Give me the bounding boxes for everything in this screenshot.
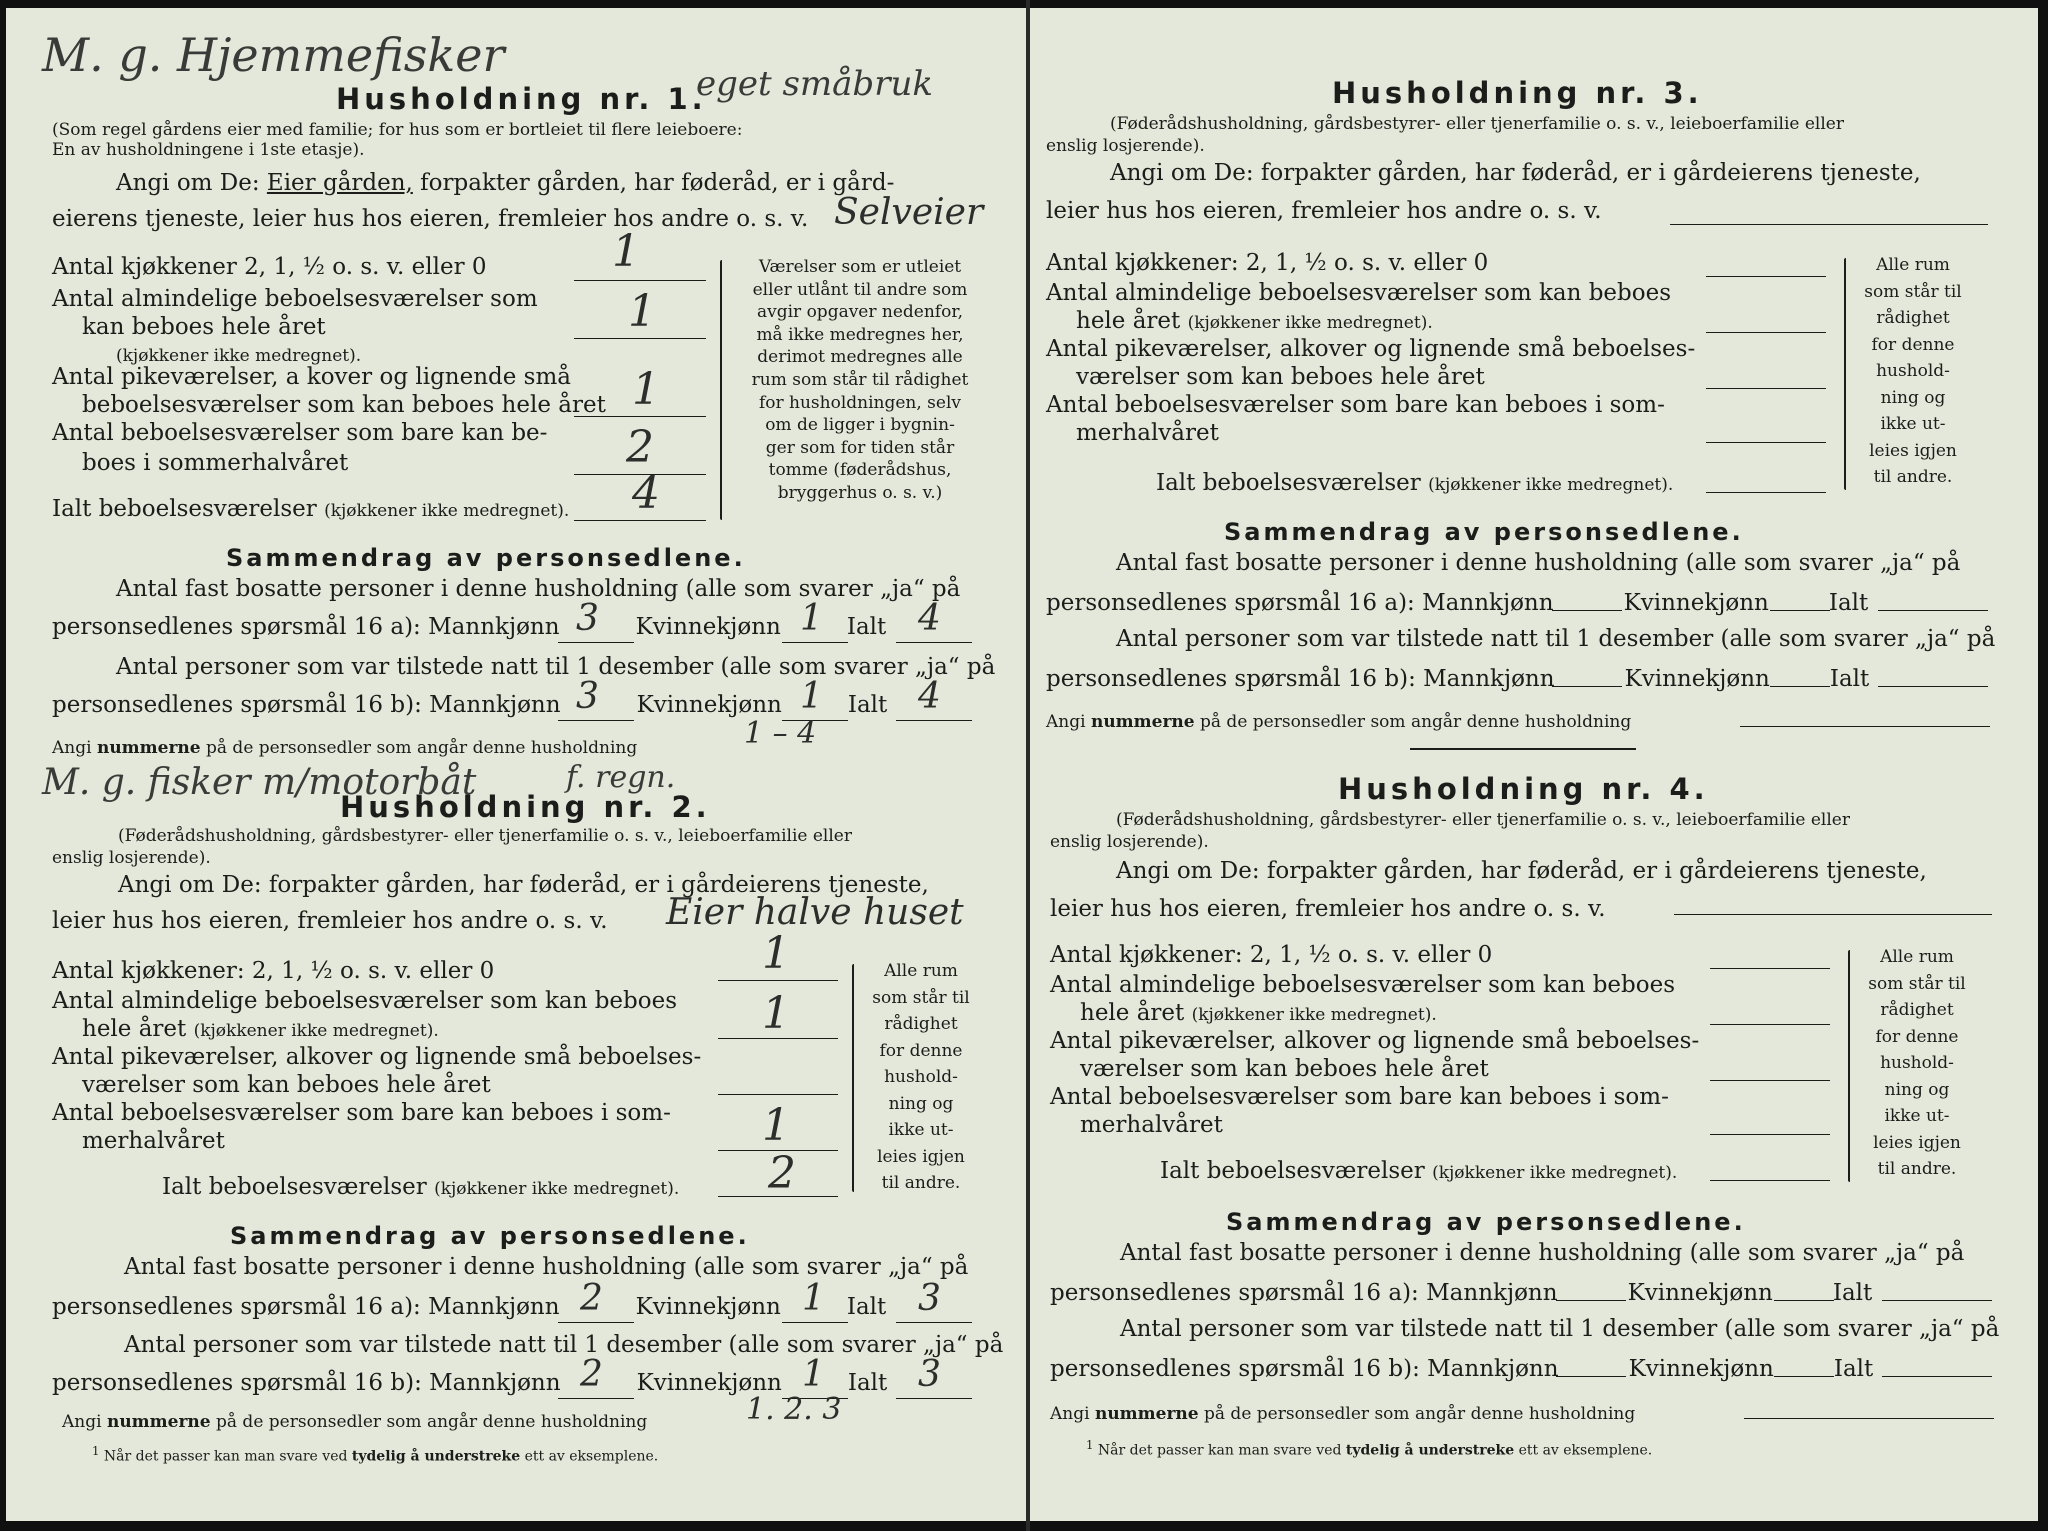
h2-row-rooms-a: Antal almindelige beboelsesværelser som kan beboes xyxy=(52,988,678,1014)
h1-side-brace xyxy=(720,260,722,520)
rooms-b-note: (kjøkkener ikke medregnet). xyxy=(1191,1005,1437,1025)
side-note-line: Værelser som er utleiet xyxy=(758,257,962,277)
h2-fill-t16a xyxy=(896,1322,972,1323)
h4-summary-16a-row xyxy=(1050,1280,1872,1306)
h1-value-kitchens: 1 xyxy=(612,226,640,277)
total-label: Ialt beboelsesværelser xyxy=(1160,1158,1425,1184)
ialt-label: Ialt xyxy=(1833,1356,1874,1382)
h1-value-summer: 2 xyxy=(626,422,654,473)
side-note-line: som står til xyxy=(1864,281,1962,302)
angi-word: Angi xyxy=(52,738,92,758)
h3-angi-fill xyxy=(1670,224,1988,225)
footnote-text-end: ett av eksemplene. xyxy=(524,1448,659,1465)
h4-fill-k16a xyxy=(1774,1300,1834,1301)
nummerne-word: nummerne xyxy=(1094,1404,1199,1424)
h1-fill-m16a xyxy=(558,642,634,643)
household-1-subtitle-1: (Som regel gårdens eier med familie; for hus som er bortleiet til flere leieboere: xyxy=(52,120,743,140)
h2-value-k16a: 1 xyxy=(802,1278,825,1319)
h1-value-total: 4 xyxy=(632,468,660,519)
household-4-subtitle-1: (Føderådshusholdning, gårdsbestyrer- eller tjenerfamilie o. s. v., leieboerfamilie eller xyxy=(1116,810,1850,830)
h3-fill-m16a xyxy=(1552,610,1622,611)
ialt-label: Ialt xyxy=(846,614,887,640)
household-4-title: Husholdning nr. 4. xyxy=(1338,772,1709,806)
household-4-angi-line-2: leier hus hos eieren, fremleier hos andre o. s. v. xyxy=(1050,896,1606,922)
household-2-subtitle-2: enslig losjerende). xyxy=(52,848,211,868)
kvinnekjonn-label: Kvinnekjønn xyxy=(635,614,781,640)
nummerne-text: på de personsedler som angår denne husholdning xyxy=(206,738,638,758)
side-note-line: hushold- xyxy=(1880,1053,1954,1073)
h1-row-maid-rooms-a: Antal pikeværelser, a kover og lignende små xyxy=(52,364,571,390)
angi-word: Angi xyxy=(1050,1404,1090,1424)
mannkjonn-label: personsedlenes spørsmål 16 b): Mannkjønn xyxy=(52,1370,561,1396)
side-note-line: ger som for tiden står xyxy=(765,437,955,458)
side-note-line: hushold- xyxy=(884,1067,958,1087)
h4-row-summer-a: Antal beboelsesværelser som bare kan beboes i som- xyxy=(1050,1084,1669,1110)
mannkjonn-label: personsedlenes spørsmål 16 a): Mannkjønn xyxy=(52,614,560,640)
h1-value-rooms: 1 xyxy=(628,286,656,337)
h4-nummerne-row xyxy=(1050,1404,1635,1424)
h4-row-kitchens: Antal kjøkkener: 2, 1, ½ o. s. v. eller 0 xyxy=(1050,942,1493,968)
h1-value-m16b: 3 xyxy=(576,676,599,717)
h1-row-rooms-a: Antal almindelige beboelsesværelser som xyxy=(52,286,538,312)
left-footnote: $^1$ Når det passer kan man svare ved tydelig å understreke ett av eksemplene. xyxy=(92,1444,659,1465)
h2-value-m16a: 2 xyxy=(580,1278,603,1319)
household-1-subtitle-2: En av husholdningene i 1ste etasje). xyxy=(52,140,365,160)
mannkjonn-label: personsedlenes spørsmål 16 a): Mannkjønn xyxy=(1046,590,1554,616)
h1-value-t16b: 4 xyxy=(918,676,941,717)
kvinnekjonn-label: Kvinnekjønn xyxy=(1623,590,1769,616)
right-page xyxy=(1030,8,2038,1521)
mannkjonn-label: personsedlenes spørsmål 16 b): Mannkjønn xyxy=(1046,666,1555,692)
kvinnekjonn-label: Kvinnekjønn xyxy=(1627,1280,1773,1306)
h1-value-k16b: 1 xyxy=(800,676,823,717)
h1-fill-k16a xyxy=(782,642,848,643)
h4-fill-nummerne xyxy=(1744,1418,1994,1419)
h3-fill-summer xyxy=(1706,442,1826,443)
h3-fill-k16a xyxy=(1770,610,1830,611)
h2-row-total xyxy=(162,1174,679,1200)
h3-side-brace xyxy=(1844,258,1846,490)
h1-row-kitchens: Antal kjøkkener 2, 1, ½ o. s. v. eller 0 xyxy=(52,254,487,280)
nummerne-word: nummerne xyxy=(1090,712,1195,732)
side-note-line: til andre. xyxy=(1877,1159,1957,1179)
side-note-line: rådighet xyxy=(1876,308,1950,328)
ialt-label: Ialt xyxy=(846,1294,887,1320)
h1-fill-total xyxy=(574,520,706,521)
ialt-label: Ialt xyxy=(1832,1280,1873,1306)
footnote-emphasis: tydelig å understreke xyxy=(351,1448,521,1465)
h3-fill-t16a xyxy=(1878,610,1988,611)
side-note-line: rådighet xyxy=(884,1014,958,1034)
side-note-line: ikke ut- xyxy=(1884,1106,1950,1126)
h1-value-maid: 1 xyxy=(632,364,660,415)
side-note-line: som står til xyxy=(1868,973,1966,994)
side-note-line: leies igjen xyxy=(1869,440,1957,461)
mannkjonn-label: personsedlenes spørsmål 16 a): Mannkjønn xyxy=(1050,1280,1558,1306)
side-note-line: ning og xyxy=(1884,1079,1950,1100)
h1-fill-m16b xyxy=(558,720,634,721)
h2-value-rooms: 1 xyxy=(762,988,790,1039)
h4-fill-rooms xyxy=(1710,1024,1830,1025)
h2-fill-kitchens xyxy=(718,980,838,981)
ialt-label: Ialt xyxy=(1829,666,1870,692)
h2-summary-heading: Sammendrag av personsedlene. xyxy=(230,1222,750,1250)
h2-fill-m16b xyxy=(558,1398,634,1399)
total-label: Ialt beboelsesværelser xyxy=(1156,470,1421,496)
nummerne-text: på de personsedler som angår denne husholdning xyxy=(1200,712,1632,732)
h1-summary-16b-text: Antal personer som var tilstede natt til 1 desember (alle som svarer „ja“ på xyxy=(116,654,996,680)
h2-fill-maid xyxy=(718,1094,838,1095)
h2-value-t16a: 3 xyxy=(918,1278,941,1319)
h2-side-brace xyxy=(852,964,854,1192)
total-note: (kjøkkener ikke medregnet). xyxy=(1432,1163,1678,1183)
h4-row-maid-a: Antal pikeværelser, alkover og lignende små beboelses- xyxy=(1050,1028,1700,1054)
household-1-angi-answer: Selveier xyxy=(834,192,984,233)
h2-row-summer-a: Antal beboelsesværelser som bare kan beboes i som- xyxy=(52,1100,671,1126)
h4-side-note xyxy=(1858,944,1976,1183)
side-note-line: til andre. xyxy=(881,1173,961,1193)
household-3-angi-line-1: Angi om De: forpakter gården, har føderåd, er i gårdeierens tjeneste, xyxy=(1110,160,1921,186)
h1-fill-t16b xyxy=(896,720,972,721)
mannkjonn-label: personsedlenes spørsmål 16 a): Mannkjønn xyxy=(52,1294,560,1320)
side-note-line: hushold- xyxy=(1876,361,1950,381)
h1-fill-rooms xyxy=(574,338,706,339)
h2-fill-t16b xyxy=(896,1398,972,1399)
h3-row-maid-a: Antal pikeværelser, alkover og lignende små beboelses- xyxy=(1046,336,1696,362)
h2-fill-k16a xyxy=(782,1322,848,1323)
ialt-label: Ialt xyxy=(847,1370,888,1396)
h3-fill-rooms xyxy=(1706,332,1826,333)
side-note-line: Alle rum xyxy=(1880,947,1954,967)
h1-summary-16a-text: Antal fast bosatte personer i denne husholdning (alle som svarer „ja“ på xyxy=(116,576,961,602)
h3-fill-total xyxy=(1706,492,1826,493)
side-note-line: for husholdningen, selv xyxy=(758,392,962,413)
h2-value-kitchens: 1 xyxy=(762,928,790,979)
h3-side-note xyxy=(1854,252,1972,491)
total-note: (kjøkkener ikke medregnet). xyxy=(434,1179,680,1199)
household-1-angi-line-2: eierens tjeneste, leier hus hos eieren, fremleier hos andre o. s. v. xyxy=(52,206,809,232)
side-note-line: må ikke medregnes her, xyxy=(756,324,964,345)
h1-fill-kitchens xyxy=(574,280,706,281)
side-note-line: Alle rum xyxy=(884,961,958,981)
household-3-title: Husholdning nr. 3. xyxy=(1332,76,1703,110)
h1-fill-t16a xyxy=(896,642,972,643)
h3-row-summer-a: Antal beboelsesværelser som bare kan beboes i som- xyxy=(1046,392,1665,418)
side-note-line: som står til xyxy=(872,987,970,1008)
household-3-angi-line-2: leier hus hos eieren, fremleier hos andre o. s. v. xyxy=(1046,198,1602,224)
h3-summary-heading: Sammendrag av personsedlene. xyxy=(1224,518,1744,546)
handwritten-occupation-2: M. g. fisker m/motorbåt xyxy=(42,762,477,803)
h1-fill-maid xyxy=(574,416,706,417)
section-divider xyxy=(1410,748,1636,750)
h3-fill-kitchens xyxy=(1706,276,1826,277)
side-note-line: for denne xyxy=(1875,1026,1959,1047)
h3-fill-t16b xyxy=(1878,686,1988,687)
household-4-angi-line-1: Angi om De: forpakter gården, har føderåd, er i gårdeierens tjeneste, xyxy=(1116,858,1927,884)
angi-label: Angi om De: xyxy=(116,170,260,196)
h1-row-maid-rooms-b: beboelsesværelser som kan beboes hele året xyxy=(82,392,606,418)
h3-row-rooms-b xyxy=(1076,308,1433,334)
h1-side-note xyxy=(736,256,984,505)
footnote-text: Når det passer kan man svare ved xyxy=(103,1448,348,1465)
left-page xyxy=(6,8,1026,1521)
h4-fill-t16b xyxy=(1882,1376,1992,1377)
rooms-b-note: (kjøkkener ikke medregnet). xyxy=(193,1021,439,1041)
h4-fill-m16a xyxy=(1556,1300,1626,1301)
rooms-b-text: hele året xyxy=(1080,1000,1185,1026)
h1-summary-16a-row xyxy=(52,614,886,640)
total-note: (kjøkkener ikke medregnet). xyxy=(324,501,570,521)
h3-fill-m16b xyxy=(1552,686,1622,687)
h2-value-total: 2 xyxy=(768,1148,796,1199)
h4-row-total xyxy=(1160,1158,1677,1184)
rooms-b-note: (kjøkkener ikke medregnet). xyxy=(1187,313,1433,333)
h3-row-total xyxy=(1156,470,1673,496)
h3-row-maid-b: værelser som kan beboes hele året xyxy=(1076,364,1485,390)
h4-row-rooms-a: Antal almindelige beboelsesværelser som kan beboes xyxy=(1050,972,1676,998)
h4-fill-t16a xyxy=(1882,1300,1992,1301)
side-note-line: ning og xyxy=(888,1093,954,1114)
h1-value-m16a: 3 xyxy=(576,598,599,639)
angi-word: Angi xyxy=(62,1412,102,1432)
h2-value-k16b: 1 xyxy=(802,1354,825,1395)
ialt-label: Ialt xyxy=(1828,590,1869,616)
h2-row-maid-a: Antal pikeværelser, alkover og lignende små beboelses- xyxy=(52,1044,702,1070)
nummerne-word: nummerne xyxy=(106,1412,211,1432)
eier-garden-underlined: Eier gården, xyxy=(266,170,413,196)
side-note-line: rum som står til rådighet xyxy=(751,369,969,390)
h4-row-maid-b: værelser som kan beboes hele året xyxy=(1080,1056,1489,1082)
side-note-line: tomme (føderådshus, xyxy=(768,460,952,481)
footnote-text: Når det passer kan man svare ved xyxy=(1097,1442,1342,1459)
h3-nummerne-row xyxy=(1046,712,1631,732)
h1-summary-16b-row xyxy=(52,692,887,718)
h3-row-kitchens: Antal kjøkkener: 2, 1, ½ o. s. v. eller 0 xyxy=(1046,250,1489,276)
side-note-line: leies igjen xyxy=(1873,1132,1961,1153)
side-note-line: bryggerhus o. s. v.) xyxy=(777,482,943,503)
h2-row-summer-b: merhalvåret xyxy=(82,1128,225,1154)
footnote-text-end: ett av eksemplene. xyxy=(1518,1442,1653,1459)
h2-row-kitchens: Antal kjøkkener: 2, 1, ½ o. s. v. eller 0 xyxy=(52,958,495,984)
h1-row-rooms-c: (kjøkkener ikke medregnet). xyxy=(116,346,362,366)
side-note-line: eller utlånt til andre som xyxy=(752,279,968,300)
side-note-line: ikke ut- xyxy=(1880,414,1946,434)
household-2-angi-line-1: Angi om De: forpakter gården, har føderåd, er i gårdeierens tjeneste, xyxy=(118,872,929,898)
household-2-angi-line-2: leier hus hos eieren, fremleier hos andre o. s. v. xyxy=(52,908,608,934)
mannkjonn-label: personsedlenes spørsmål 16 b): Mannkjønn xyxy=(52,692,561,718)
h1-row-summer-a: Antal beboelsesværelser som bare kan be- xyxy=(52,420,548,446)
total-label: Ialt beboelsesværelser xyxy=(162,1174,427,1200)
side-note-line: rådighet xyxy=(1880,1000,1954,1020)
rooms-b-text: hele året xyxy=(1076,308,1181,334)
h1-row-total xyxy=(52,496,569,522)
right-footnote: $^1$ Når det passer kan man svare ved tydelig å understreke ett av eksemplene. xyxy=(1086,1438,1653,1459)
h2-value-t16b: 3 xyxy=(918,1354,941,1395)
handwritten-note-2: f. regn. xyxy=(566,760,676,795)
h1-value-k16a: 1 xyxy=(800,598,823,639)
h1-summary-heading: Sammendrag av personsedlene. xyxy=(226,544,746,572)
side-note-line: derimot medregnes alle xyxy=(757,347,963,368)
h2-value-summer: 1 xyxy=(762,1100,790,1151)
h4-fill-k16b xyxy=(1774,1376,1834,1377)
side-note-line: ning og xyxy=(1880,387,1946,408)
total-note: (kjøkkener ikke medregnet). xyxy=(1428,475,1674,495)
kvinnekjonn-label: Kvinnekjønn xyxy=(1624,666,1770,692)
mannkjonn-label: personsedlenes spørsmål 16 b): Mannkjønn xyxy=(1050,1356,1559,1382)
household-2-subtitle-1: (Føderådshusholdning, gårdsbestyrer- eller tjenerfamilie o. s. v., leieboerfamilie eller xyxy=(118,826,852,846)
side-note-line: leies igjen xyxy=(877,1146,965,1167)
h2-value-m16b: 2 xyxy=(580,1354,603,1395)
household-3-subtitle-1: (Føderådshusholdning, gårdsbestyrer- eller tjenerfamilie o. s. v., leieboerfamilie eller xyxy=(1110,114,1844,134)
h4-summary-heading: Sammendrag av personsedlene. xyxy=(1226,1208,1746,1236)
h2-row-maid-b: værelser som kan beboes hele året xyxy=(82,1072,491,1098)
h1-value-nummerne: 1 – 4 xyxy=(744,716,817,751)
h4-row-rooms-b xyxy=(1080,1000,1437,1026)
h4-fill-total xyxy=(1710,1180,1830,1181)
household-1-title: Husholdning nr. 1. xyxy=(336,82,707,116)
h3-fill-nummerne xyxy=(1740,726,1990,727)
h3-summary-16b-text: Antal personer som var tilstede natt til 1 desember (alle som svarer „ja“ på xyxy=(1116,626,1996,652)
handwritten-occupation-1: M. g. Hjemmefisker xyxy=(42,28,505,82)
rooms-b-text: hele året xyxy=(82,1016,187,1042)
kvinnekjonn-label: Kvinnekjønn xyxy=(1628,1356,1774,1382)
angi-options: forpakter gården, har føderåd, er i gård- xyxy=(420,170,895,196)
angi-word: Angi xyxy=(1046,712,1086,732)
side-note-line: for denne xyxy=(1871,334,1955,355)
side-note-line: til andre. xyxy=(1873,467,1953,487)
total-label: Ialt beboelsesværelser xyxy=(52,496,317,522)
h4-side-brace xyxy=(1848,950,1850,1182)
h2-summary-16a-row xyxy=(52,1294,886,1320)
h4-summary-16b-row xyxy=(1050,1356,1873,1382)
h4-fill-maid xyxy=(1710,1080,1830,1081)
kvinnekjonn-label: Kvinnekjønn xyxy=(636,692,782,718)
handwritten-note-1: eget småbruk xyxy=(696,64,933,104)
h3-summary-16b-row xyxy=(1046,666,1869,692)
footnote-emphasis: tydelig å understreke xyxy=(1345,1442,1515,1459)
nummerne-word: nummerne xyxy=(96,738,201,758)
h2-summary-16a-text: Antal fast bosatte personer i denne husholdning (alle som svarer „ja“ på xyxy=(124,1254,969,1280)
household-1-angi-line-1 xyxy=(116,170,894,196)
h1-nummerne-row xyxy=(52,738,637,758)
side-note-line: for denne xyxy=(879,1040,963,1061)
side-note-line: avgir opgaver nedenfor, xyxy=(756,302,963,323)
household-2-angi-answer: Eier halve huset xyxy=(666,892,964,933)
kvinnekjonn-label: Kvinnekjønn xyxy=(636,1370,782,1396)
h1-value-t16a: 4 xyxy=(918,598,941,639)
h3-summary-16a-row xyxy=(1046,590,1868,616)
h4-summary-16b-text: Antal personer som var tilstede natt til 1 desember (alle som svarer „ja“ på xyxy=(1120,1316,2000,1342)
h2-row-rooms-b xyxy=(82,1016,439,1042)
side-note-line: Alle rum xyxy=(1876,255,1950,275)
nummerne-text: på de personsedler som angår denne husholdning xyxy=(1204,1404,1636,1424)
h4-fill-summer xyxy=(1710,1134,1830,1135)
h3-row-summer-b: merhalvåret xyxy=(1076,420,1219,446)
h2-nummerne-row xyxy=(62,1412,647,1432)
h3-fill-maid xyxy=(1706,388,1826,389)
side-note-line: om de ligger i bygnin- xyxy=(765,415,955,436)
h2-summary-16b-text: Antal personer som var tilstede natt til 1 desember (alle som svarer „ja“ på xyxy=(124,1332,1004,1358)
household-4-subtitle-2: enslig losjerende). xyxy=(1050,832,1209,852)
kvinnekjonn-label: Kvinnekjønn xyxy=(635,1294,781,1320)
h4-row-summer-b: merhalvåret xyxy=(1080,1112,1223,1138)
side-note-line: ikke ut- xyxy=(888,1120,954,1140)
h4-fill-m16b xyxy=(1556,1376,1626,1377)
h2-value-nummerne: 1. 2. 3 xyxy=(746,1392,842,1427)
h4-summary-16a-text: Antal fast bosatte personer i denne husholdning (alle som svarer „ja“ på xyxy=(1120,1240,1965,1266)
h3-fill-k16b xyxy=(1770,686,1830,687)
h1-row-summer-b: boes i sommerhalvåret xyxy=(82,450,349,476)
household-2-title: Husholdning nr. 2. xyxy=(340,790,711,824)
h4-fill-kitchens xyxy=(1710,968,1830,969)
household-3-subtitle-2: enslig losjerende). xyxy=(1046,136,1205,156)
h1-row-rooms-b: kan beboes hele året xyxy=(82,314,326,340)
h3-summary-16a-text: Antal fast bosatte personer i denne husholdning (alle som svarer „ja“ på xyxy=(1116,550,1961,576)
h3-row-rooms-a: Antal almindelige beboelsesværelser som kan beboes xyxy=(1046,280,1672,306)
h2-side-note xyxy=(862,958,980,1197)
h4-angi-fill xyxy=(1674,914,1992,915)
nummerne-text: på de personsedler som angår denne husholdning xyxy=(216,1412,648,1432)
h2-fill-m16a xyxy=(558,1322,634,1323)
ialt-label: Ialt xyxy=(847,692,888,718)
